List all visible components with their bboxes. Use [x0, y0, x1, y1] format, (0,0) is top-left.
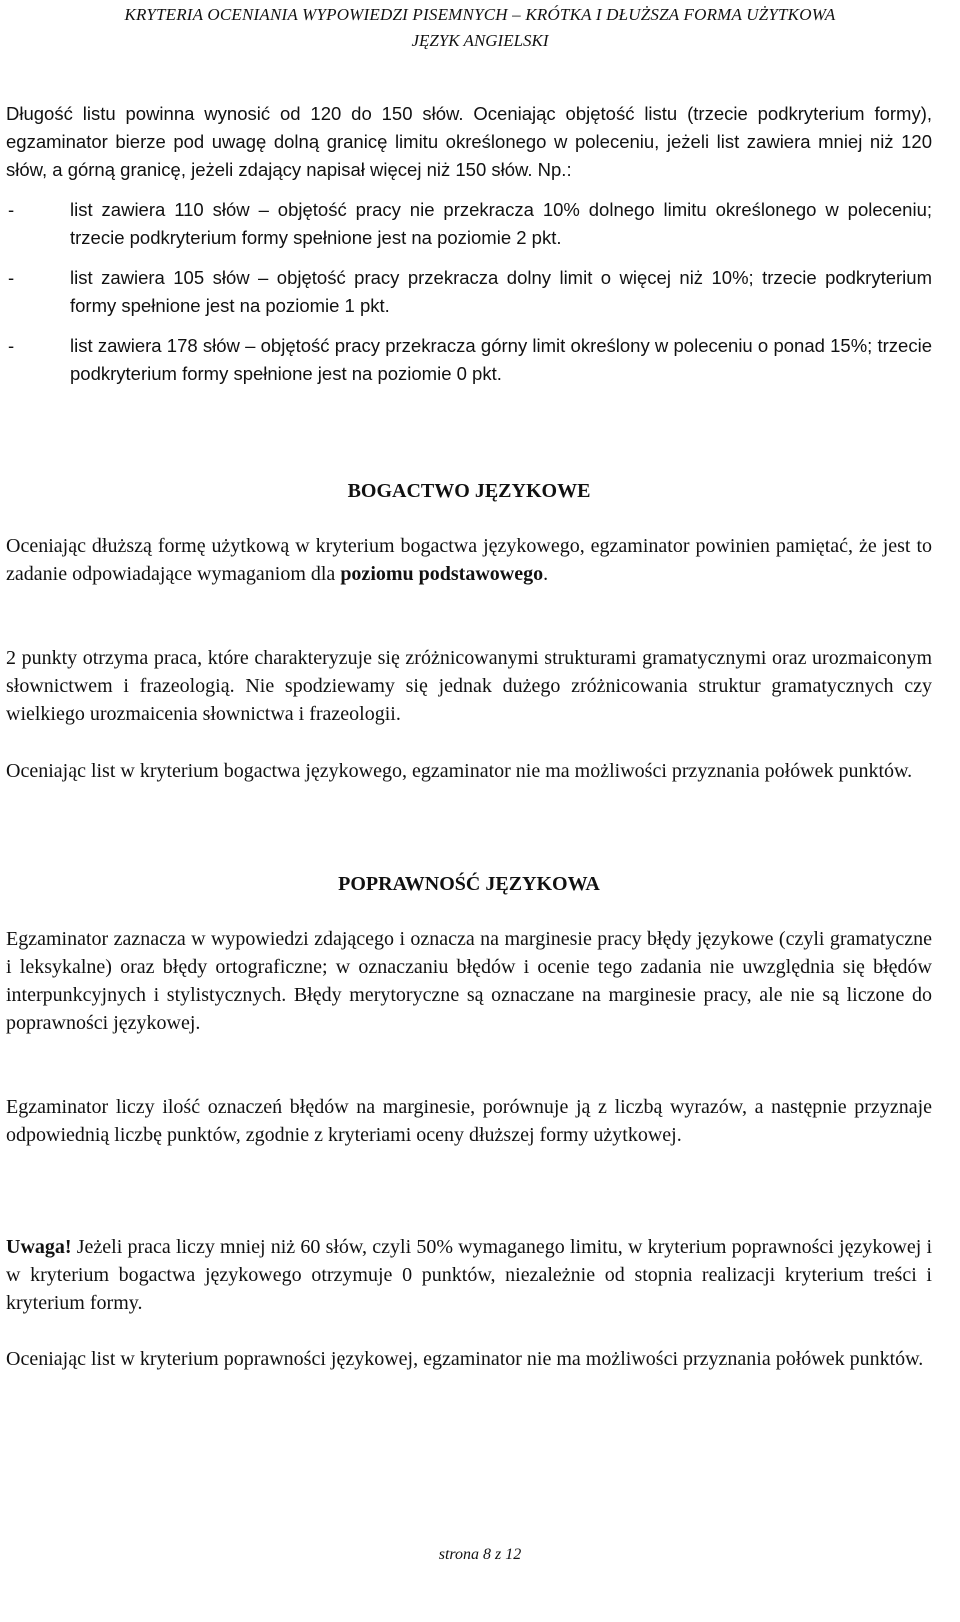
bogactwo-p2-text: 2 punkty otrzyma praca, które charakteryzuje się zróżnicowanymi strukturami gramatycznymi oraz urozmaiconym słownictwem i frazeologią. Nie spodziewamy się jednak dużego zróżnicowania struktur gramatycznych czy wielkiego urozmaicenia słownictwa i frazeologii.: [6, 647, 932, 725]
uwaga-label: Uwaga!: [6, 1236, 72, 1258]
bogactwo-p3-text: Oceniając list w kryterium bogactwa językowego, egzaminator nie ma możliwości przyznania połówek punktów.: [6, 760, 913, 782]
bogactwo-paragraph-3: [6, 757, 932, 785]
bogactwo-section: [6, 477, 932, 505]
page-number: strona 8 z 12: [438, 1546, 522, 1563]
list-item: [6, 196, 932, 252]
list-item-text: list zawiera 110 słów – objętość pracy nie przekracza 10% dolnego limitu określonego w poleceniu; trzecie podkryterium formy spełnione jest na poziomie 2 pkt.: [70, 199, 932, 248]
uwaga-text: Jeżeli praca liczy mniej niż 60 słów, czyli 50% wymaganego limitu, w kryterium poprawności językowej i w kryterium bogactwa językowego otrzymuje 0 punktów, niezależnie od stopnia realizacji kryterium treści i kryterium formy.: [6, 1236, 932, 1314]
bogactwo-p1-bold: poziomu podstawowego: [340, 563, 544, 585]
page-header: [0, 0, 960, 54]
intro-section: [6, 100, 932, 388]
bogactwo-paragraph-2: [6, 644, 932, 728]
bogactwo-p1-end: .: [543, 563, 549, 585]
poprawnosc-paragraph-4: [6, 1345, 932, 1373]
bullet-dash: -: [8, 335, 15, 356]
bogactwo-paragraph-1: [6, 532, 932, 588]
list-item: [6, 332, 932, 388]
poprawnosc-p2-text: Egzaminator liczy ilość oznaczeń błędów na marginesie, porównuje ją z liczbą wyrazów, a następnie przyznaje odpowiednią liczbę punktów, zgodnie z kryteriami oceny dłuższej formy użytkowej.: [6, 1096, 932, 1146]
bullet-dash: -: [8, 199, 15, 220]
poprawnosc-paragraph-2: [6, 1093, 932, 1149]
section-heading-bogactwo: BOGACTWO JĘZYKOWE: [347, 480, 591, 502]
bogactwo-p1-text: Oceniając dłuższą formę użytkową w kryterium bogactwa językowego, egzaminator powinien pamiętać, że jest to zadanie odpowiadające wymaganiom dla: [6, 535, 932, 585]
section-heading-poprawnosc: POPRAWNOŚĆ JĘZYKOWA: [338, 873, 600, 895]
list-item-text: list zawiera 178 słów – objętość pracy przekracza górny limit określony w poleceniu o ponad 15%; trzecie podkryterium formy spełnione jest na poziomie 0 pkt.: [70, 335, 932, 384]
header-subtitle: JĘZYK ANGIELSKI: [411, 31, 549, 50]
list-item-text: list zawiera 105 słów – objętość pracy przekracza dolny limit o więcej niż 10%; trzecie podkryterium formy spełnione jest na poziomie 1 pkt.: [70, 267, 932, 316]
uwaga-paragraph: [6, 1233, 932, 1317]
poprawnosc-p1-text: Egzaminator zaznacza w wypowiedzi zdającego i oznacza na marginesie pracy błędy językowe (czyli gramatyczne i leksykalne) oraz błędy ortograficzne; w oznaczaniu błędów i ocenie tego zadania nie uwzględnia się błędów interpunkcyjnych i stylistycznych. Błędy merytoryczne są oznaczane na marginesie pracy, ale nie są liczone do poprawności językowej.: [6, 928, 932, 1034]
header-title: KRYTERIA OCENIANIA WYPOWIEDZI PISEMNYCH – KRÓTKA I DŁUŻSZA FORMA UŻYTKOWA: [124, 5, 836, 24]
bullet-dash: -: [8, 267, 15, 288]
poprawnosc-p4-text: Oceniając list w kryterium poprawności językowej, egzaminator nie ma możliwości przyznania połówek punktów.: [6, 1348, 924, 1370]
word-count-examples: [6, 196, 932, 388]
poprawnosc-section: [6, 870, 932, 898]
poprawnosc-paragraph-1: [6, 925, 932, 1037]
list-item: [6, 264, 932, 320]
intro-paragraph: Długość listu powinna wynosić od 120 do 150 słów. Oceniając objętość listu (trzecie podkryterium formy), egzaminator bierze pod uwagę dolną granicę limitu określonego w poleceniu, jeżeli list zawiera mniej niż 120 słów, a górną granicę, jeżeli zdający napisał więcej niż 150 słów. Np.:: [6, 103, 932, 180]
